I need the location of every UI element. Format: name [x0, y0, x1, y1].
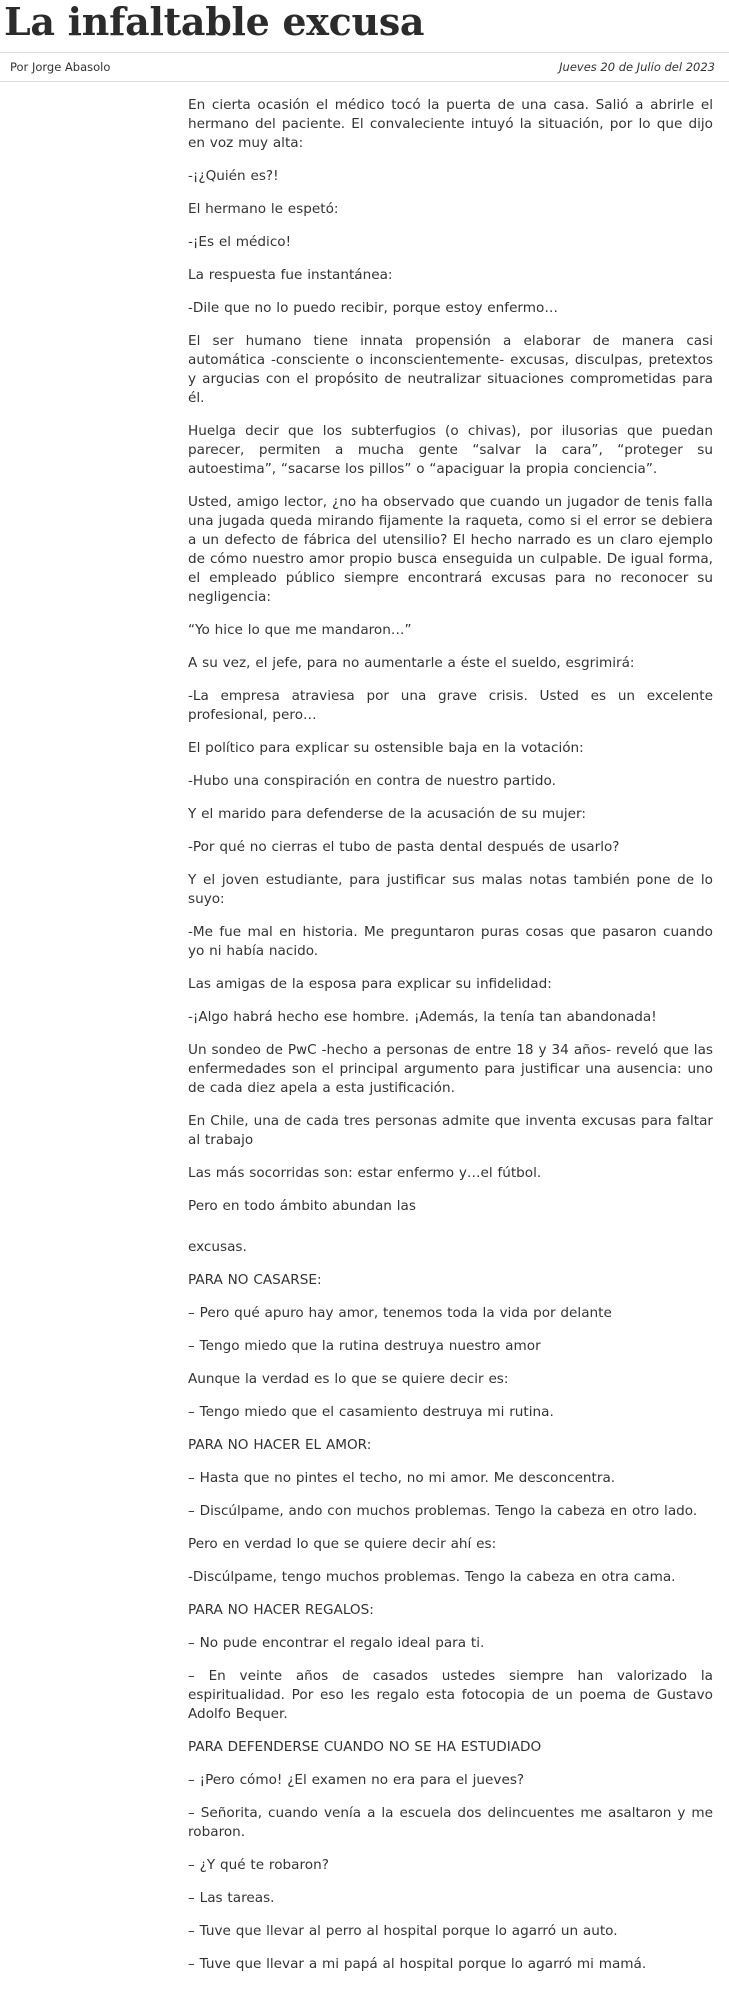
- paragraph: – ¿Y qué te robaron?: [188, 1857, 329, 1873]
- paragraph: -Por qué no cierras el tubo de pasta dental después de usarlo?: [188, 839, 620, 855]
- paragraph: Usted, amigo lector, ¿no ha observado que cuando un jugador de tenis falla una jugada queda mirando fijamente la raqueta, como si el error se debiera a un defecto de fábrica del utensilio? El hecho narrado es un claro ejemplo de cómo nuestro amor propio busca enseguida un culpable. De igual forma, el empleado público siempre encontrará excusas para no reconocer su negligencia:: [188, 494, 713, 605]
- paragraph: – Tuve que llevar a mi papá al hospital porque lo agarró mi mamá.: [188, 1956, 647, 1972]
- paragraph: En Chile, una de cada tres personas admite que inventa excusas para faltar al trabajo: [188, 1113, 713, 1148]
- paragraph: Y el marido para defenderse de la acusación de su mujer:: [188, 806, 586, 822]
- paragraph: -Hubo una conspiración en contra de nuestro partido.: [188, 773, 556, 789]
- section-heading: PARA DEFENDERSE CUANDO NO SE HA ESTUDIADO: [188, 1739, 542, 1755]
- section-heading: PARA NO HACER REGALOS:: [188, 1602, 374, 1618]
- paragraph: El político para explicar su ostensible baja en la votación:: [188, 740, 584, 756]
- paragraph: – Discúlpame, ando con muchos problemas. Tengo la cabeza en otro lado.: [188, 1503, 698, 1519]
- paragraph: En cierta ocasión el médico tocó la puerta de una casa. Salió a abrirle el hermano del paciente. El convaleciente intuyó la situación, por lo que dijo en voz muy alta:: [188, 97, 713, 151]
- paragraph: – Pero qué apuro hay amor, tenemos toda la vida por delante: [188, 1305, 612, 1321]
- paragraph: – Tuve que llevar al perro al hospital porque lo agarró un auto.: [188, 1923, 618, 1939]
- paragraph: Las amigas de la esposa para explicar su infidelidad:: [188, 976, 552, 992]
- paragraph: Las más socorridas son: estar enfermo y…el fútbol.: [188, 1165, 542, 1181]
- paragraph: El hermano le espetó:: [188, 201, 339, 217]
- paragraph: – ¡Pero cómo! ¿El examen no era para el jueves?: [188, 1772, 525, 1788]
- paragraph: -La empresa atraviesa por una grave crisis. Usted es un excelente profesional, pero…: [188, 688, 713, 723]
- article-body: [188, 96, 713, 1974]
- section-heading: PARA NO CASARSE:: [188, 1272, 322, 1288]
- paragraph: A su vez, el jefe, para no aumentarle a éste el sueldo, esgrimirá:: [188, 655, 635, 671]
- paragraph: – Señorita, cuando venía a la escuela dos delincuentes me asaltaron y me robaron.: [188, 1805, 713, 1840]
- article-title: La infaltable excusa: [4, 0, 425, 44]
- paragraph: Un sondeo de PwC -hecho a personas de entre 18 y 34 años- reveló que las enfermedades son el principal argumento para justificar una ausencia: uno de cada diez apela a esta justificación.: [188, 1042, 713, 1096]
- paragraph: Aunque la verdad es lo que se quiere decir es:: [188, 1371, 509, 1387]
- paragraph: -Discúlpame, tengo muchos problemas. Tengo la cabeza en otra cama.: [188, 1569, 676, 1585]
- paragraph: Pero en verdad lo que se quiere decir ahí es:: [188, 1536, 497, 1552]
- paragraph: – En veinte años de casados ustedes siempre han valorizado la espiritualidad. Por eso les regalo esta fotocopia de un poema de Gustavo Adolfo Bequer.: [188, 1668, 713, 1722]
- paragraph: El ser humano tiene innata propensión a elaborar de manera casi automática -consciente o inconscientemente- excusas, disculpas, pretextos y argucias con el propósito de neutralizar situaciones comprometidas para él.: [188, 333, 713, 406]
- article-date: Jueves 20 de Julio del 2023: [559, 60, 715, 74]
- paragraph: Pero en todo ámbito abundan las: [188, 1198, 416, 1214]
- paragraph: – Las tareas.: [188, 1890, 275, 1906]
- paragraph: Huelga decir que los subterfugios (o chivas), por ilusorias que puedan parecer, permiten a mucha gente “salvar la cara”, “proteger su autoestima”, “sacarse los pillos” o “apaciguar la propia conciencia”.: [188, 423, 713, 477]
- paragraph: -¡Es el médico!: [188, 234, 292, 250]
- paragraph: – Tengo miedo que el casamiento destruya mi rutina.: [188, 1404, 554, 1420]
- paragraph: -Dile que no lo puedo recibir, porque estoy enfermo…: [188, 300, 558, 316]
- paragraph: -Me fue mal en historia. Me preguntaron puras cosas que pasaron cuando yo ni había nacido.: [188, 924, 713, 959]
- article-meta-bar: [0, 52, 729, 82]
- paragraph: “Yo hice lo que me mandaron…”: [188, 622, 412, 638]
- paragraph: Y el joven estudiante, para justificar sus malas notas también pone de lo suyo:: [188, 872, 713, 907]
- paragraph: -¡¿Quién es?!: [188, 168, 279, 184]
- paragraph: – Hasta que no pintes el techo, no mi amor. Me desconcentra.: [188, 1470, 616, 1486]
- paragraph: – No pude encontrar el regalo ideal para ti.: [188, 1635, 485, 1651]
- section-heading: PARA NO HACER EL AMOR:: [188, 1437, 372, 1453]
- paragraph: – Tengo miedo que la rutina destruya nuestro amor: [188, 1338, 541, 1354]
- paragraph: La respuesta fue instantánea:: [188, 267, 393, 283]
- paragraph: -¡Algo habrá hecho ese hombre. ¡Además, la tenía tan abandonada!: [188, 1009, 657, 1025]
- paragraph: excusas.: [188, 1239, 247, 1255]
- article-author[interactable]: Por Jorge Abasolo: [10, 60, 111, 74]
